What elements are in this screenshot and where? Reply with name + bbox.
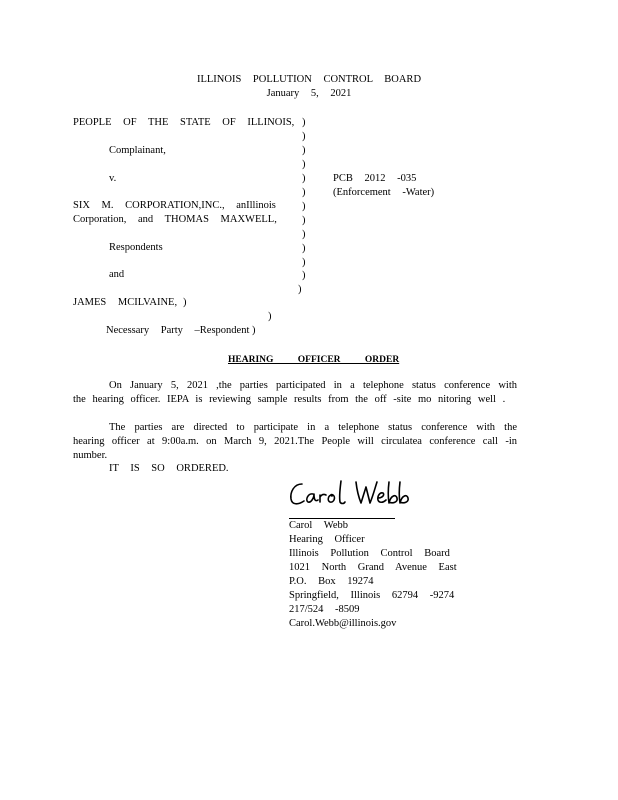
caption-paren: )	[302, 117, 306, 128]
necessary-party-name: JAMES MCILVAINE,	[73, 297, 178, 308]
respondent-name-line1: SIX M. CORPORATION,INC., anIllinois	[73, 200, 276, 211]
necessary-party-label: Necessary Party –Respondent	[106, 325, 250, 336]
signer-email[interactable]: Carol.Webb@illinois.gov	[289, 618, 397, 629]
caption-paren: )	[302, 173, 306, 184]
respondent-name-line2: Corporation, and THOMAS MAXWELL,	[73, 214, 277, 225]
signer-po-box: P.O. Box 19274	[289, 576, 374, 587]
caption-paren: )	[302, 243, 306, 254]
signer-phone: 217/524 -8509	[289, 604, 360, 615]
paragraph-next-conference: The parties are directed to participate in a telephone status conference with the hearing officer at 9:00a.m. on March 9, 2021.The People will circulatea conference call -in number.	[73, 422, 517, 461]
caption-paren: )	[252, 325, 256, 336]
signer-organization: Illinois Pollution Control Board	[289, 548, 450, 559]
versus-label: v.	[109, 173, 117, 184]
caption-paren: )	[298, 284, 302, 295]
caption-paren: )	[302, 145, 306, 156]
closing-statement: IT IS SO ORDERED.	[109, 463, 229, 474]
caption-paren: )	[302, 187, 306, 198]
agency-heading: ILLINOIS POLLUTION CONTROL BOARD	[196, 74, 422, 85]
order-title: HEARING OFFICER ORDER	[228, 355, 400, 365]
complainant-name: PEOPLE OF THE STATE OF ILLINOIS,	[73, 117, 295, 128]
caption-paren: )	[302, 201, 306, 212]
and-label: and	[109, 269, 125, 280]
caption-paren: )	[302, 257, 306, 268]
caption-paren: )	[268, 311, 272, 322]
caption-paren: )	[183, 297, 187, 308]
caption-paren: )	[302, 131, 306, 142]
handwritten-signature	[288, 474, 414, 514]
caption-paren: )	[302, 229, 306, 240]
caption-paren: )	[302, 159, 306, 170]
order-date: January 5, 2021	[266, 88, 352, 99]
paragraph-status-conference: On January 5, 2021 ,the parties participated in a telephone status conference with the hearing officer. IEPA is reviewing sample results from the off -site mo nitoring well .	[73, 380, 517, 405]
respondents-label: Respondents	[109, 242, 163, 253]
case-type: (Enforcement -Water)	[333, 187, 435, 198]
signer-name: Carol Webb	[289, 520, 348, 531]
signer-city-state-zip: Springfield, Illinois 62794 -9274	[289, 590, 455, 601]
complainant-label: Complainant,	[109, 145, 166, 156]
caption-paren: )	[302, 270, 306, 281]
case-number: PCB 2012 -035	[333, 173, 417, 184]
signer-street-address: 1021 North Grand Avenue East	[289, 562, 457, 573]
caption-paren: )	[302, 215, 306, 226]
signer-title: Hearing Officer	[289, 534, 365, 545]
